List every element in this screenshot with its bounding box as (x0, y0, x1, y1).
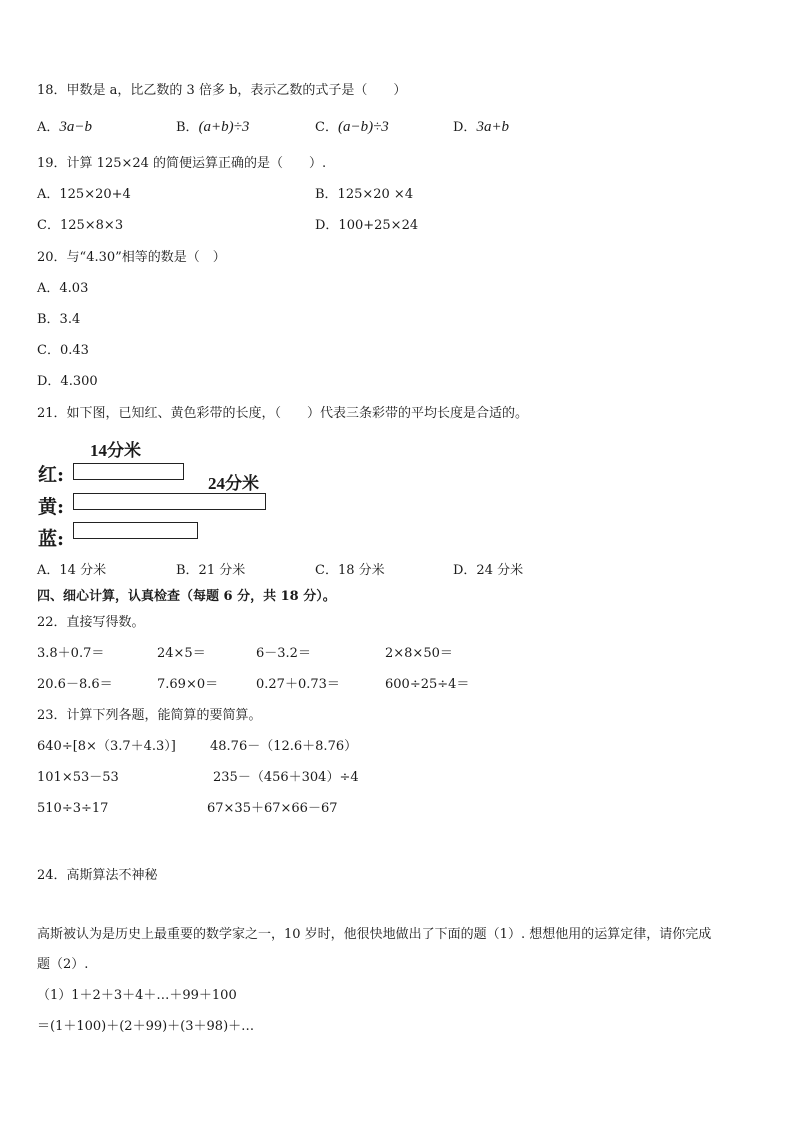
q22-item: 2×8×50＝ (385, 646, 453, 661)
yellow-length-label: 24分米 (208, 474, 259, 493)
q20-option-c[interactable]: C．0.43 (37, 343, 89, 358)
red-length-label: 14分米 (90, 441, 141, 460)
option-letter: C． (315, 120, 338, 135)
q18-stem: 18．甲数是 a，比乙数的 3 倍多 b，表示乙数的式子是（ ） (37, 83, 407, 98)
q22-item: 7.69×0＝ (157, 677, 219, 692)
q22-item: 600÷25÷4＝ (385, 677, 470, 692)
q18-option-b[interactable] (176, 118, 249, 137)
q22-item: 3.8＋0.7＝ (37, 646, 105, 661)
q22-item: 6－3.2＝ (256, 646, 311, 661)
q23-item: 101×53－53 (37, 770, 119, 785)
option-expression: 3a+b (476, 119, 510, 135)
option-letter: A． (37, 120, 60, 135)
option-letter: D． (453, 120, 477, 135)
q24-equation: ＝(1＋100)＋(2＋99)＋(3＋98)＋… (37, 1019, 255, 1034)
q19-option-b[interactable]: B．125×20 ×4 (315, 187, 414, 202)
q24-equation: （1）1＋2＋3＋4＋…＋99＋100 (37, 988, 237, 1003)
q18-option-c[interactable] (315, 118, 389, 137)
red-ribbon-bar (73, 463, 184, 480)
q20-stem: 20．与“4.30”相等的数是（ ） (37, 250, 226, 265)
q24-paragraph: 高斯被认为是历史上最重要的数学家之一，10 岁时，他很快地做出了下面的题（1）. 想想他用的运算定律，请你完成 (37, 927, 712, 942)
q21-option-b[interactable]: B．21 分米 (176, 563, 246, 578)
red-label: 红: (38, 464, 65, 486)
q21-option-a[interactable]: A．14 分米 (37, 563, 107, 578)
q23-item: 235－（456＋304）÷4 (213, 770, 359, 785)
blue-label: 蓝: (38, 528, 65, 550)
option-expression: (a−b)÷3 (337, 119, 389, 135)
q22-item: 0.27＋0.73＝ (256, 677, 340, 692)
q24-stem: 24．高斯算法不神秘 (37, 868, 158, 883)
yellow-label: 黄: (38, 496, 65, 518)
q23-item: 67×35＋67×66－67 (207, 801, 338, 816)
yellow-ribbon-bar (73, 493, 266, 510)
q19-option-c[interactable]: C．125×8×3 (37, 218, 124, 233)
q19-stem: 19．计算 125×24 的简便运算正确的是（ ）. (37, 156, 327, 171)
q22-stem: 22．直接写得数。 (37, 615, 145, 630)
q23-item: 510÷3÷17 (37, 801, 109, 816)
option-expression: (a+b)÷3 (198, 119, 250, 135)
q19-option-a[interactable]: A．125×20+4 (37, 187, 131, 202)
q22-item: 20.6－8.6＝ (37, 677, 113, 692)
blue-ribbon-bar (73, 522, 198, 539)
option-expression: 3a−b (59, 119, 93, 135)
q20-option-d[interactable]: D．4.300 (37, 374, 98, 389)
q21-stem: 21．如下图，已知红、黄色彩带的长度，（ ）代表三条彩带的平均长度是合适的。 (37, 406, 529, 421)
q21-option-c[interactable]: C．18 分米 (315, 563, 385, 578)
option-letter: B． (176, 120, 199, 135)
q23-item: 48.76－（12.6＋8.76） (210, 739, 358, 754)
section-title: 四、细心计算，认真检查（每题 6 分，共 18 分）。 (37, 589, 336, 604)
q18-option-a[interactable] (37, 118, 92, 137)
q21-option-d[interactable]: D．24 分米 (453, 563, 524, 578)
q22-item: 24×5＝ (157, 646, 206, 661)
q19-option-d[interactable]: D．100+25×24 (315, 218, 419, 233)
q23-stem: 23．计算下列各题，能简算的要简算。 (37, 708, 262, 723)
q23-item: 640÷[8×（3.7＋4.3）] (37, 739, 176, 754)
q20-option-b[interactable]: B．3.4 (37, 312, 81, 327)
q24-paragraph-cont: 题（2）. (37, 957, 89, 972)
q20-option-a[interactable]: A．4.03 (37, 281, 89, 296)
q18-option-d[interactable] (453, 118, 509, 137)
